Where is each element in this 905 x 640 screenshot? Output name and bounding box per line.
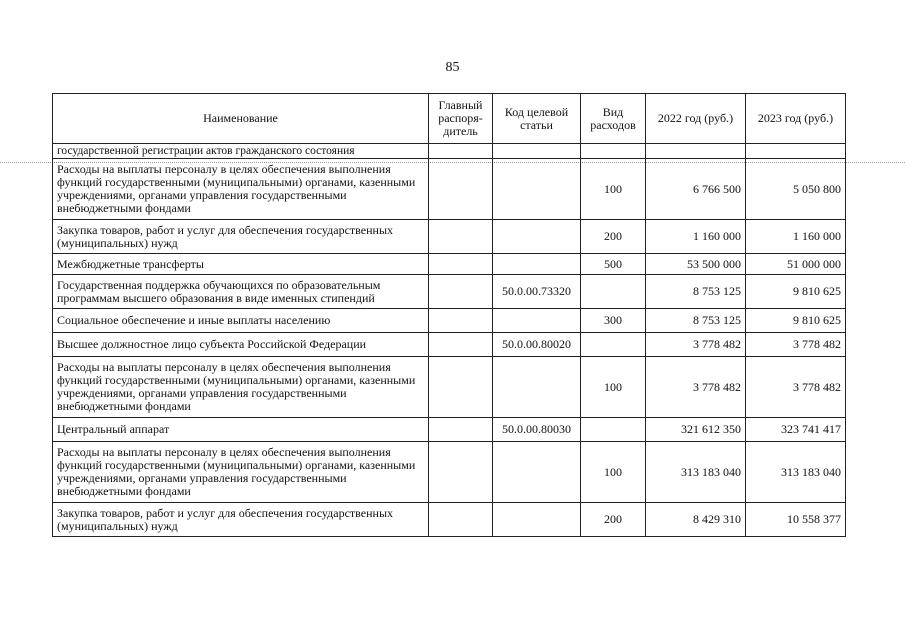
table-row — [53, 418, 846, 442]
cell-2023: 5 050 800 — [746, 159, 846, 220]
cell-2023: 313 183 040 — [746, 442, 846, 503]
cell-code — [493, 357, 581, 418]
table-row — [53, 220, 846, 254]
cell-admin — [429, 275, 493, 309]
cell-2022: 321 612 350 — [646, 418, 746, 442]
cell-admin — [429, 357, 493, 418]
cell-code — [493, 442, 581, 503]
cell-2023: 51 000 000 — [746, 254, 846, 275]
cell-type — [581, 333, 646, 357]
cell-2022: 3 778 482 — [646, 357, 746, 418]
page-number: 85 — [445, 60, 460, 75]
cell-name: Межбюджетные трансферты — [53, 254, 429, 275]
cell-name: Центральный аппарат — [53, 418, 429, 442]
cell-type: 100 — [581, 442, 646, 503]
cell-name: Расходы на выплаты персоналу в целях обеспечения выполнения функций государственными (муниципальными) органами, казенными учреждениями, органами управления государственными внебюджетными фондами — [53, 357, 429, 418]
cell-admin — [429, 333, 493, 357]
cell-2023: 1 160 000 — [746, 220, 846, 254]
cell-2023: 10 558 377 — [746, 503, 846, 537]
table-row — [53, 144, 846, 159]
cell-type: 200 — [581, 220, 646, 254]
cell-name: государственной регистрации актов гражданского состояния — [53, 144, 429, 159]
cell-2023: 9 810 625 — [746, 309, 846, 333]
cell-name: Закупка товаров, работ и услуг для обеспечения государственных (муниципальных) нужд — [53, 220, 429, 254]
cell-2023: 3 778 482 — [746, 357, 846, 418]
cell-type: 100 — [581, 357, 646, 418]
cell-admin — [429, 503, 493, 537]
table-row — [53, 503, 846, 537]
cell-2023: 323 741 417 — [746, 418, 846, 442]
table-row — [53, 333, 846, 357]
header-code: Код целевой статьи — [493, 94, 581, 144]
cell-admin — [429, 159, 493, 220]
cell-2022: 8 429 310 — [646, 503, 746, 537]
cell-code: 50.0.00.73320 — [493, 275, 581, 309]
cell-2023: 9 810 625 — [746, 275, 846, 309]
cell-admin — [429, 442, 493, 503]
cell-name: Расходы на выплаты персоналу в целях обеспечения выполнения функций государственными (муниципальными) органами, казенными учреждениями, органами управления государственными внебюджетными фондами — [53, 442, 429, 503]
table-row — [53, 309, 846, 333]
header-2022: 2022 год (руб.) — [646, 94, 746, 144]
cell-name: Высшее должностное лицо субъекта Российской Федерации — [53, 333, 429, 357]
cell-code — [493, 159, 581, 220]
cell-name: Закупка товаров, работ и услуг для обеспечения государственных (муниципальных) нужд — [53, 503, 429, 537]
cell-2023: 3 778 482 — [746, 333, 846, 357]
cell-type: 500 — [581, 254, 646, 275]
cell-admin — [429, 220, 493, 254]
cell-name: Социальное обеспечение и иные выплаты населению — [53, 309, 429, 333]
budget-table — [52, 93, 846, 537]
header-name: Наименование — [53, 94, 429, 144]
table-row — [53, 254, 846, 275]
cell-code: 50.0.00.80030 — [493, 418, 581, 442]
cell-code — [493, 144, 581, 159]
cell-2022: 1 160 000 — [646, 220, 746, 254]
cell-type — [581, 418, 646, 442]
cell-type — [581, 144, 646, 159]
cell-2022: 3 778 482 — [646, 333, 746, 357]
header-admin: Главный распоря-дитель — [429, 94, 493, 144]
cell-2022: 6 766 500 — [646, 159, 746, 220]
cell-type — [581, 275, 646, 309]
cell-code — [493, 503, 581, 537]
table-row — [53, 442, 846, 503]
cell-code — [493, 254, 581, 275]
cell-type: 100 — [581, 159, 646, 220]
table-row — [53, 159, 846, 220]
cell-admin — [429, 418, 493, 442]
cell-admin — [429, 254, 493, 275]
header-2023: 2023 год (руб.) — [746, 94, 846, 144]
cell-code — [493, 309, 581, 333]
table-header-row — [53, 94, 846, 144]
cell-2022: 8 753 125 — [646, 309, 746, 333]
cell-code: 50.0.00.80020 — [493, 333, 581, 357]
cell-type: 300 — [581, 309, 646, 333]
cell-2022 — [646, 144, 746, 159]
header-type: Вид расходов — [581, 94, 646, 144]
cell-name: Государственная поддержка обучающихся по образовательным программам высшего образования в виде именных стипендий — [53, 275, 429, 309]
table-row — [53, 357, 846, 418]
cell-2022: 53 500 000 — [646, 254, 746, 275]
cell-type: 200 — [581, 503, 646, 537]
cell-code — [493, 220, 581, 254]
cell-name: Расходы на выплаты персоналу в целях обеспечения выполнения функций государственными (муниципальными) органами, казенными учреждениями, органами управления государственными внебюджетными фондами — [53, 159, 429, 220]
cell-admin — [429, 144, 493, 159]
table-row — [53, 275, 846, 309]
cell-2023 — [746, 144, 846, 159]
cell-2022: 8 753 125 — [646, 275, 746, 309]
cell-admin — [429, 309, 493, 333]
cell-2022: 313 183 040 — [646, 442, 746, 503]
